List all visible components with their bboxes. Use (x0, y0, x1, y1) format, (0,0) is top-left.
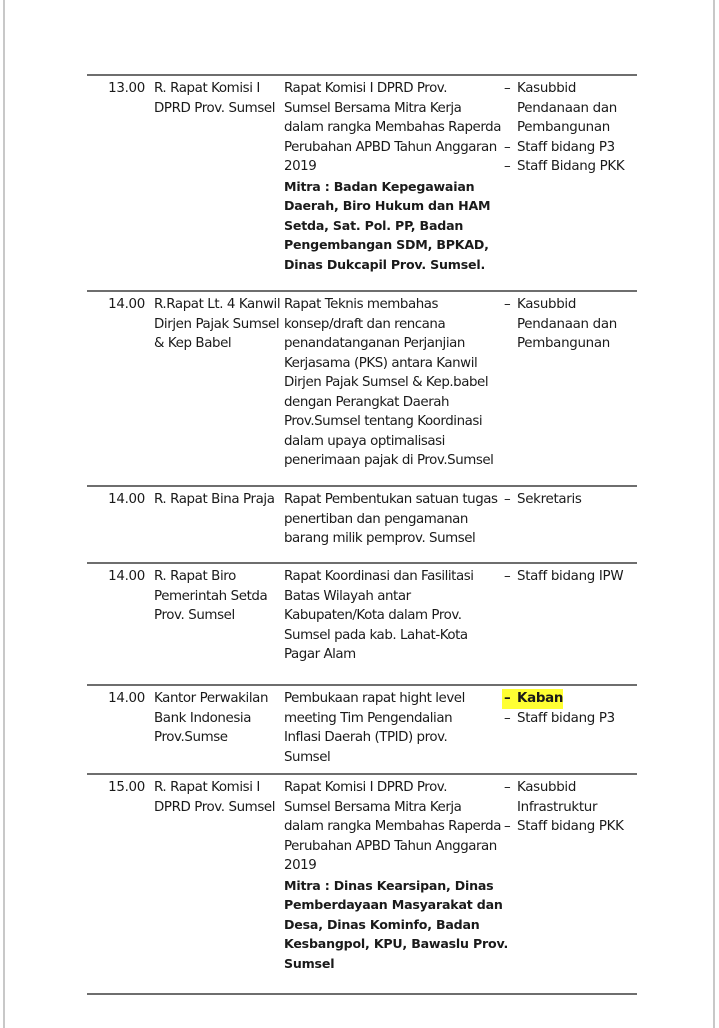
description-line: Rapat Pembentukan satuan tugas (284, 492, 498, 507)
description-line: Rapat Koordinasi dan Fasilitasi (284, 569, 474, 584)
table-row (87, 485, 637, 562)
attendees-cell (502, 686, 637, 773)
table-row (87, 74, 637, 290)
page-border-left (3, 0, 5, 1028)
place-cell (145, 775, 284, 993)
bullet-dash: – (502, 689, 517, 709)
description-line: Pagar Alam (284, 647, 356, 662)
time-cell: 13.00 (108, 81, 145, 96)
description-line: dalam rangka Membahas Raperda (284, 120, 501, 135)
table-row (87, 684, 637, 773)
attendee-line: Pendanaan dan (517, 316, 617, 332)
description-line: Sumsel (284, 749, 331, 765)
mitra-line: Sumsel (284, 955, 335, 971)
place-cell (145, 292, 284, 485)
attendee-item (502, 778, 637, 817)
schedule-table (87, 74, 637, 995)
attendee-line: Infrastruktur (517, 799, 598, 815)
attendee-item (502, 567, 637, 587)
place-line: DPRD Prov. Sumsel (154, 799, 276, 815)
description-line: Sumsel pada kab. Lahat-Kota (284, 627, 468, 643)
description-cell (284, 775, 509, 993)
time-cell: 14.00 (108, 297, 145, 312)
description-line: dalam upaya optimalisasi (284, 433, 445, 449)
mitra-line: Daerah, Biro Hukum dan HAM (284, 198, 491, 213)
bullet-dash: – (504, 81, 511, 96)
attendee-line: Staff bidang P3 (517, 710, 615, 726)
place-line: R. Rapat Komisi I (154, 780, 260, 795)
time-cell: 15.00 (108, 780, 145, 795)
place-line: Prov.Sumse (154, 730, 228, 745)
description-line: konsep/draft dan rencana (284, 316, 446, 332)
description-line: penerimaan pajak di Prov.Sumsel (284, 453, 494, 468)
place-cell (145, 487, 284, 562)
bullet-dash: – (504, 710, 511, 726)
table-row (87, 773, 637, 995)
description-line: Pembukaan rapat hight level (284, 691, 465, 706)
place-line: R. Rapat Komisi I (154, 81, 260, 96)
bullet-dash: – (504, 139, 511, 155)
description-cell (284, 487, 502, 562)
description-cell (284, 686, 502, 773)
description-line: Sumsel Bersama Mitra Kerja (284, 799, 462, 815)
description-line: dengan Perangkat Daerah (284, 394, 450, 410)
description-cell (284, 76, 502, 290)
description-line: Kabupaten/Kota dalam Prov. (284, 608, 462, 623)
description-line: Prov.Sumsel tentang Koordinasi (284, 414, 483, 429)
attendee-item (502, 689, 637, 709)
mitra-line: Desa, Dinas Kominfo, Badan (284, 916, 480, 932)
mitra-line: Pemberdayaan Masyarakat dan (284, 897, 503, 912)
place-line: R. Rapat Bina Praja (154, 492, 275, 507)
description-line: Perubahan APBD Tahun Anggaran (284, 838, 497, 854)
place-cell (145, 76, 284, 290)
bullet-dash: – (504, 492, 511, 507)
attendee-line: Staff bidang PKK (517, 819, 624, 834)
mitra-line: Dinas Dukcapil Prov. Sumsel. (284, 256, 486, 272)
attendee-item (502, 79, 637, 138)
description-cell (284, 292, 502, 485)
attendee-item (502, 817, 637, 837)
bullet-dash: – (504, 297, 511, 312)
description-line: Sumsel Bersama Mitra Kerja (284, 100, 462, 116)
attendee-line: Pembangunan (517, 120, 610, 135)
bullet-dash: – (504, 569, 511, 584)
description-line: Rapat Teknis membahas (284, 297, 439, 312)
time-cell: 14.00 (108, 691, 145, 706)
attendee-line: Staff bidang P3 (517, 139, 615, 155)
description-line: barang milik pemprov. Sumsel (284, 531, 476, 546)
mitra-line: Pengembangan SDM, BPKAD, (284, 237, 489, 252)
description-line: dalam rangka Membahas Raperda (284, 819, 501, 834)
description-line: Batas Wilayah antar (284, 588, 411, 604)
description-line: 2019 (284, 159, 317, 174)
mitra-line: Setda, Sat. Pol. PP, Badan (284, 217, 464, 233)
description-line: Dirjen Pajak Sumsel & Kep.babel (284, 375, 489, 390)
mitra-line: Kesbangpol, KPU, Bawaslu Prov. (284, 936, 509, 951)
table-row (87, 290, 637, 485)
description-line: 2019 (284, 858, 317, 873)
mitra-line: Mitra : Badan Kepegawaian (284, 178, 475, 194)
attendee-line: Pendanaan dan (517, 100, 617, 116)
mitra-line: Mitra : Dinas Kearsipan, Dinas (284, 877, 494, 893)
attendee-item (502, 157, 637, 177)
attendee-item (502, 295, 637, 354)
place-cell (145, 686, 284, 773)
place-line: Pemerintah Setda (154, 588, 268, 604)
description-line: Rapat Komisi I DPRD Prov. (284, 81, 448, 96)
place-line: Bank Indonesia (154, 710, 252, 726)
attendee-line: Sekretaris (517, 492, 582, 507)
place-line: Dirjen Pajak Sumsel (154, 316, 280, 332)
bullet-dash: – (504, 159, 511, 174)
attendees-cell (502, 292, 637, 485)
attendees-cell (502, 76, 637, 290)
place-line: R. Rapat Biro (154, 569, 236, 584)
attendee-item (502, 490, 637, 510)
attendee-item (502, 138, 637, 158)
place-line: R.Rapat Lt. 4 Kanwil (154, 297, 281, 312)
attendees-cell (502, 775, 637, 993)
time-cell: 14.00 (108, 492, 145, 507)
description-line: Rapat Komisi I DPRD Prov. (284, 780, 448, 795)
place-line: Prov. Sumsel (154, 608, 235, 623)
attendees-cell (502, 564, 637, 684)
place-cell (145, 564, 284, 684)
description-line: meeting Tim Pengendalian (284, 710, 453, 726)
attendee-line: Kasubbid (517, 81, 577, 96)
attendee-line: Staff bidang IPW (517, 569, 624, 584)
attendee-line: Staff Bidang PKK (517, 159, 625, 174)
description-line: penandatanganan Perjanjian (284, 336, 465, 351)
place-line: & Kep Babel (154, 336, 232, 351)
time-cell: 14.00 (108, 569, 145, 584)
description-line: Kerjasama (PKS) antara Kanwil (284, 355, 478, 371)
description-line: penertiban dan pengamanan (284, 511, 468, 527)
description-line: Inflasi Daerah (TPID) prov. (284, 730, 448, 745)
attendee-line: Kaban (517, 689, 563, 709)
place-line: DPRD Prov. Sumsel (154, 100, 276, 116)
description-cell (284, 564, 502, 684)
attendee-line: Kasubbid (517, 297, 577, 312)
attendees-cell (502, 487, 637, 562)
attendee-item (502, 709, 637, 729)
page-border-right (713, 0, 715, 1028)
table-row (87, 562, 637, 684)
attendee-line: Kasubbid (517, 780, 577, 795)
description-line: Perubahan APBD Tahun Anggaran (284, 139, 497, 155)
bullet-dash: – (504, 819, 511, 834)
bullet-dash: – (504, 780, 511, 795)
attendee-line: Pembangunan (517, 336, 610, 351)
place-line: Kantor Perwakilan (154, 691, 269, 706)
